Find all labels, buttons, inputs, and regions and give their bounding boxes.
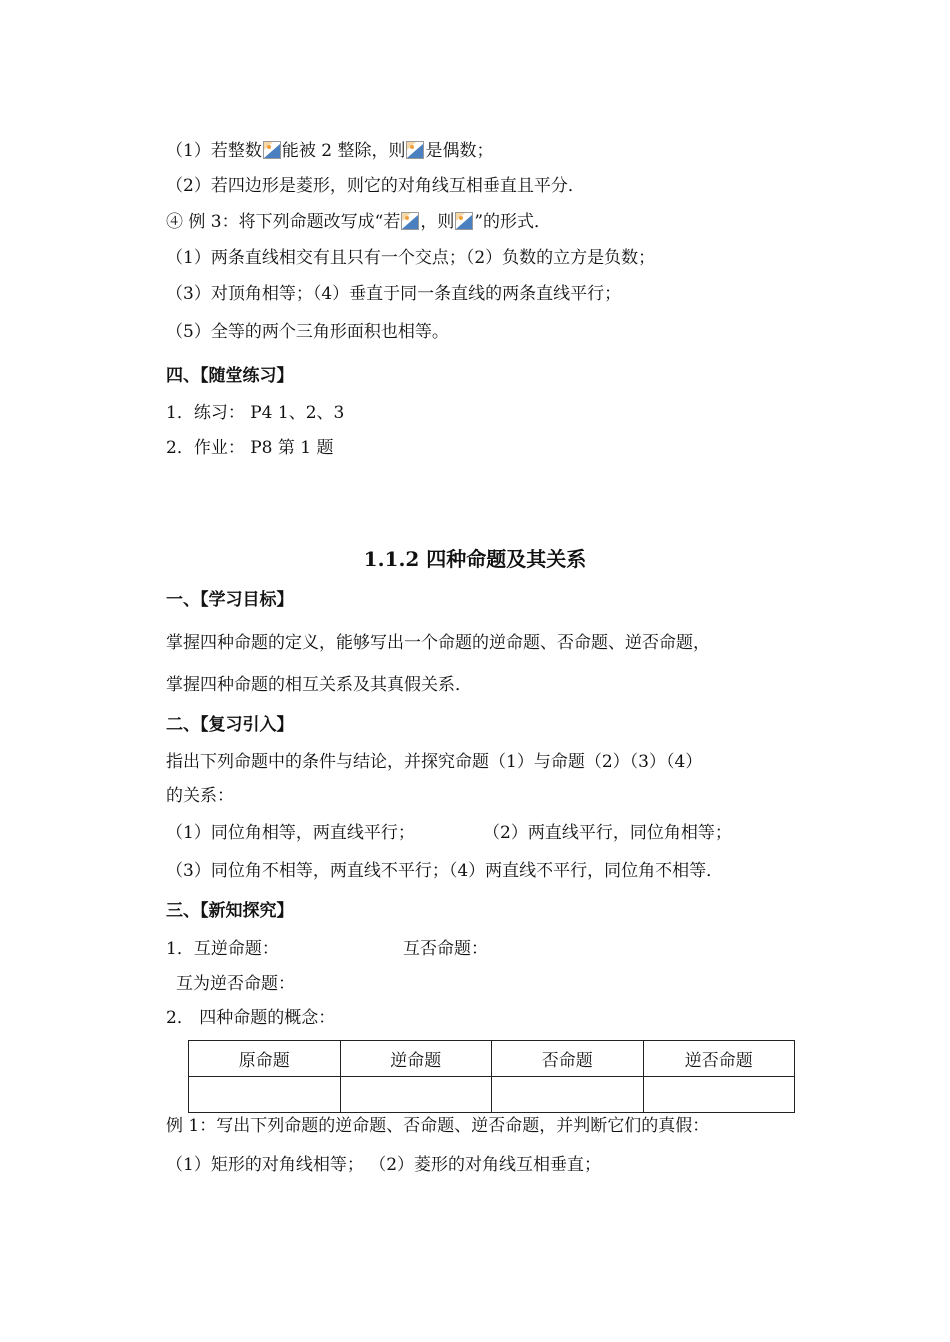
table-cell[interactable] [189, 1077, 341, 1113]
text: ”的形式． [474, 212, 552, 232]
table-header-converse: 逆命题 [340, 1041, 492, 1077]
table-cell[interactable] [643, 1077, 795, 1113]
heading-practice: 四、【随堂练习】 [166, 366, 294, 386]
text: （1）若整数 [166, 141, 262, 161]
converse-label: 1．互逆命题： [166, 939, 279, 959]
table-header-contrapositive: 逆否命题 [643, 1041, 795, 1077]
text: ④ 例 3：将下列命题改写成“若 [166, 212, 401, 232]
line-example-2: （2）若四边形是菱形，则它的对角线互相垂直且平分． [166, 176, 585, 196]
text: ，则 [420, 212, 455, 232]
practice-item-2: 2．作业： P8 第 1 题 [166, 438, 334, 458]
table-row [189, 1077, 795, 1113]
image-placeholder-icon [455, 212, 473, 230]
table-header-original: 原命题 [189, 1041, 341, 1077]
line-prop-5: （5）全等的两个三角形面积也相等。 [166, 322, 449, 342]
goal-text-1: 掌握四种命题的定义，能够写出一个命题的逆命题、否命题、逆否命题， [166, 633, 710, 653]
table-cell[interactable] [492, 1077, 644, 1113]
table-header-inverse: 否命题 [492, 1041, 644, 1077]
heading-review: 二、【复习引入】 [166, 715, 294, 735]
table-cell[interactable] [340, 1077, 492, 1113]
image-placeholder-icon [401, 212, 419, 230]
inverse-label: 互否命题： [403, 939, 488, 959]
review-prop-3-4: （3）同位角不相等，两直线不平行；（4）两直线不平行，同位角不相等． [166, 861, 724, 881]
example-1-text: 例 1：写出下列命题的逆命题、否命题、逆否命题，并判断它们的真假： [166, 1116, 710, 1136]
review-prop-2: （2）两直线平行，同位角相等； [483, 823, 732, 843]
line-example-3-prompt [166, 211, 551, 233]
review-text-1: 指出下列命题中的条件与结论，并探究命题（1）与命题（2）（3）（4） [166, 752, 703, 772]
heading-explore: 三、【新知探究】 [166, 901, 294, 921]
line-example-1 [166, 140, 493, 162]
section-title: 1.1.2 四种命题及其关系 [363, 547, 587, 571]
practice-item-1: 1．练习： P4 1、2、3 [166, 403, 345, 423]
image-placeholder-icon [263, 141, 281, 159]
text: 能被 2 整除，则 [281, 141, 406, 161]
text: 是偶数； [425, 141, 494, 161]
table-header-row [189, 1041, 795, 1077]
concept-table [188, 1040, 795, 1113]
line-prop-3-4: （3）对顶角相等；（4）垂直于同一条直线的两条直线平行； [166, 284, 622, 304]
heading-goals: 一、【学习目标】 [166, 590, 294, 610]
contrapositive-label: 互为逆否命题： [176, 974, 295, 994]
image-placeholder-icon [406, 141, 424, 159]
line-prop-1-2: （1）两条直线相交有且只有一个交点；（2）负数的立方是负数； [166, 248, 656, 268]
goal-text-2: 掌握四种命题的相互关系及其真假关系． [166, 675, 472, 695]
concept-label: 2． 四种命题的概念： [166, 1008, 336, 1028]
example-1-props: （1）矩形的对角线相等； （2）菱形的对角线互相垂直； [166, 1155, 602, 1175]
review-text-2: 的关系： [166, 786, 234, 806]
review-prop-1: （1）同位角相等，两直线平行； [166, 823, 415, 843]
